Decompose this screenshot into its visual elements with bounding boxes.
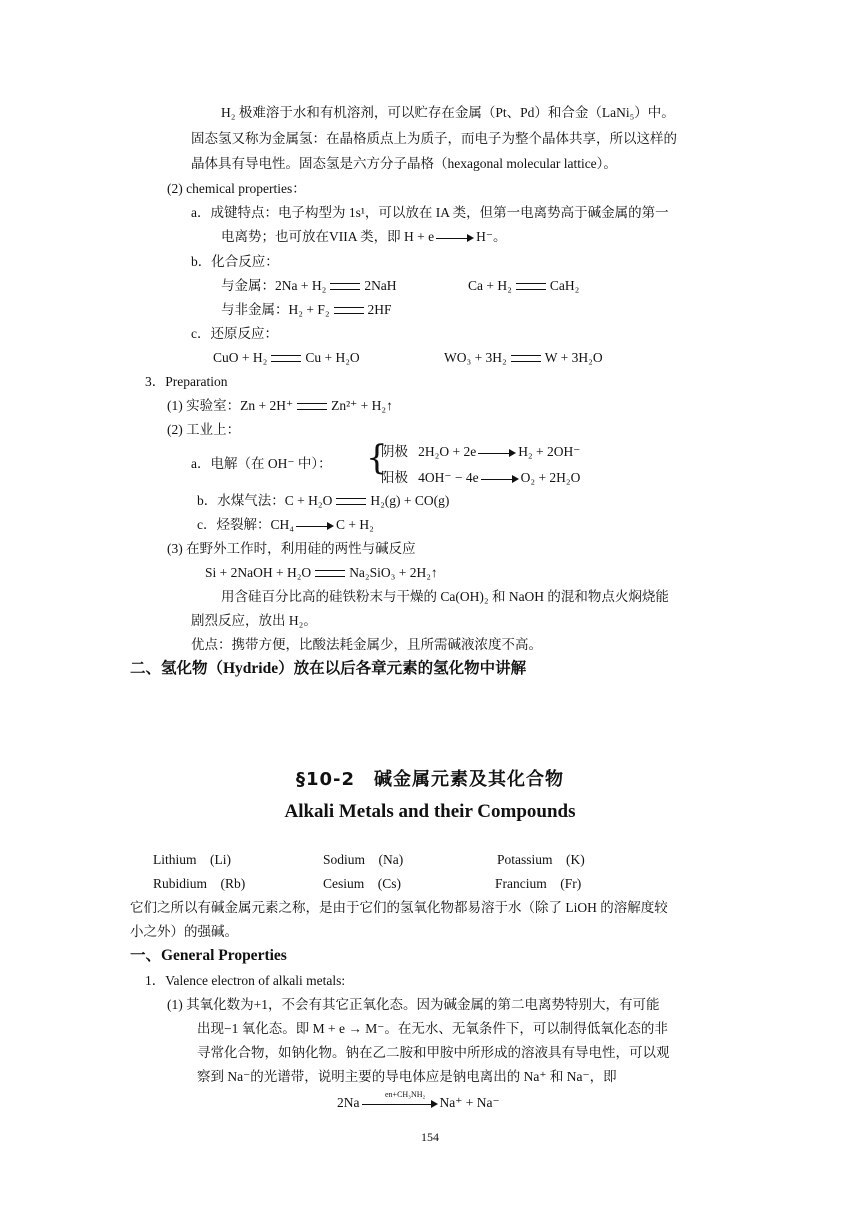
equals-sign [315,570,345,577]
equation-line: 与非金属：H₂ + F₂ 2HF [221,302,392,317]
brace: { [366,438,388,478]
equation-line: 与金属：2Na + H₂ 2NaH [221,278,397,293]
reaction-arrow [478,448,516,458]
page-subtitle: Alkali Metals and their Compounds [284,801,576,822]
equation-line: 阳极 4OH⁻ − 4e O₂ + 2H₂O [381,470,581,485]
equation-line: 阴极 2H₂O + 2e H₂ + 2OH⁻ [381,444,581,459]
equals-sign [336,498,366,505]
text-line: 察到 Na⁻的光谱带，说明主要的导电体应是钠电离出的 Na⁺ 和 Na⁻，即 [197,1069,617,1084]
text-line: 它们之所以有碱金属元素之称，是由于它们的氢氧化物都易溶于水（除了 LiOH 的溶解度较 [130,900,668,915]
equation-line: 2Na Na⁺ + Na⁻ [337,1095,500,1110]
text-line: (1) 其氧化数为+1，不会有其它正氧化态。因为碱金属的第二电离势特别大，有可能 [167,997,660,1012]
element-name: Rubidium (Rb) [153,876,246,891]
page-number: 154 [421,1130,439,1144]
section-heading: (2) chemical properties： [167,181,306,196]
reaction-arrow [481,474,519,484]
equation-line: WO₃ + 3H₂ W + 3H₂O [444,350,603,365]
text-line: 出现−1 氧化态。即 M + e → M⁻。在无水、无氧条件下，可以制得低氧化态的非 [197,1021,668,1036]
text-line: H₂ 极难溶于水和有机溶剂，可以贮存在金属（Pt、Pd）和合金（LaNi₅）中。 [221,105,675,120]
equation-line: Si + 2NaOH + H₂O Na₂SiO₃ + 2H₂↑ [205,565,438,580]
equation-line: 电离势；也可放在VIIA 类，即 H + e H⁻。 [221,229,507,244]
text-line: 1．Valence electron of alkali metals: [145,973,346,988]
element-name: Potassium (K) [497,852,585,867]
text-line: c．还原反应： [191,326,278,341]
arrow-condition: en+CH₃NH₂ [385,1090,426,1099]
text-line: a．成键特点：电子构型为 1s¹，可以放在 IA 类，但第一电离势高于碱金属的第一 [191,205,669,220]
equals-sign [297,403,327,410]
equals-sign [271,355,301,362]
equals-sign [511,355,541,362]
text-line: 小之外）的强碱。 [130,924,238,939]
element-name: Lithium (Li) [153,852,231,867]
text-line: 剧烈反应，放出 H₂。 [191,613,317,628]
equation-line: CuO + H₂ Cu + H₂O [213,350,360,365]
reaction-arrow [296,521,334,531]
section-heading: 3．Preparation [145,374,228,389]
equation-line: Ca + H₂ CaH₂ [468,278,580,293]
text-line: (2) 工业上： [167,422,241,437]
text-line: 用含硅百分比高的硅铁粉末与干燥的 Ca(OH)₂ 和 NaOH 的混和物点火焖烧能 [221,589,669,604]
equation-line: c．烃裂解：CH₄ C + H₂ [197,517,374,532]
text-line: 优点：携带方便，比酸法耗金属少，且所需碱液浓度不高。 [191,637,542,652]
text-line: a．电解（在 OH⁻ 中）： [191,456,332,471]
element-name: Cesium (Cs) [323,876,402,891]
text-line: (3) 在野外工作时，利用硅的两性与碱反应 [167,541,416,556]
equals-sign [330,283,360,290]
reaction-arrow [436,233,474,243]
section-heading: 二、氢化物（Hydride）放在以后各章元素的氢化物中讲解 [130,660,527,677]
element-name: Francium (Fr) [495,876,582,891]
text-line: b．化合反应： [191,254,279,269]
section-heading: 一、General Properties [130,947,287,964]
element-name: Sodium (Na) [323,852,404,867]
equals-sign [334,307,364,314]
equation-line: (1) 实验室：Zn + 2H⁺ Zn²⁺ + H₂↑ [167,398,393,413]
text-line: 寻常化合物，如钠化物。钠在乙二胺和甲胺中所形成的溶液具有导电性，可以观 [197,1045,670,1060]
page-title: §10-2 碱金属元素及其化合物 [295,769,565,790]
text-line: 晶体具有导电性。固态氢是六方分子晶格（hexagonal molecular lattice）。 [191,156,617,171]
text-line: 固态氢又称为金属氢：在晶格质点上为质子，而电子为整个晶体共享，所以这样的 [191,131,677,146]
equation-line: b．水煤气法：C + H₂O H₂(g) + CO(g) [197,493,450,508]
reaction-arrow [362,1099,438,1109]
equals-sign [516,283,546,290]
